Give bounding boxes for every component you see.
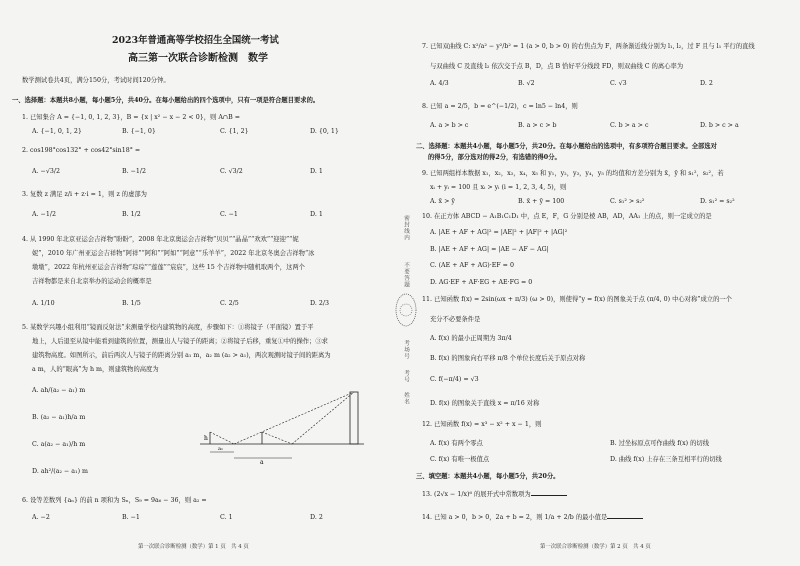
q10-option-a: A. |AE + AF + AG|² = |AE|² + |AF|² + |AG|² [430,229,568,236]
binding-text-2: 不要答题 [403,262,409,289]
q6-option-c: C. 1 [220,514,233,521]
q12-option-b: B. 过坐标原点可作曲线 f(x) 的切线 [610,440,709,447]
q7-option-a: A. 4/3 [430,80,449,87]
question-14 [422,512,643,522]
label-a: a [260,459,264,466]
question-5-line-4: a m，人的“眼高”为 h m，则建筑物的高度为 [32,366,159,373]
q7-option-d: D. 2 [700,80,713,87]
question-9-line-2: xᵢ + yᵢ = 100 且 xᵢ > yᵢ (i = 1, 2, 3, 4, 5)，则 [430,184,567,191]
question-5-line-1: 5. 某数学兴趣小组利用“镜面反射法”来测量学校内建筑物的高度，步骤如下：①将镜子（平面镜）置于平 [22,324,314,331]
q2-option-a: A. −√3/2 [32,168,60,175]
question-14-text: 14. 已知 a > 0，b > 0，2a + b = 2，则 1/a + 2/b 的最小值是 [422,514,608,521]
question-10: 10. 在正方体 ABCD − A₁B₁C₁D₁ 中，点 E，F，G 分别是棱 AB，AD，AA₁ 上的点，则一定成立的是 [422,213,712,220]
q2-option-b: B. −1/2 [122,168,147,175]
q3-option-d: D. 1 [310,211,323,218]
q10-option-c: C. (AE + AF + AG)·EF = 0 [430,262,514,269]
q10-option-d: D. AG·EF + AF·EG + AE·FG = 0 [430,279,533,286]
section-2-heading-2: 的得5分，部分选对的得2分，有选错的得0分。 [428,154,561,161]
section-1-heading: 一、选择题：本题共8小题，每小题5分，共40分。在每小题给出的四个选项中，只有一项是符合题目要求的。 [12,97,320,104]
page-footer-2: 第一次联合诊断检测（数学）第 2 页 共 4 页 [540,544,651,550]
question-9-line-1: 9. 已知两组样本数据 x₁，x₂，x₃，x₄，x₅ 和 y₁，y₂，y₃，y₄，y₅ 的均值和方差分别为 x̄，ȳ 和 s₁²，s₂²，若 [422,170,724,177]
exam-title: 2023年普通高等学校招生全国统一考试 [112,35,279,46]
question-2: 2. cos198°cos132° + cos42°sin18° = [22,147,141,154]
q1-option-c: C. {1, 2} [220,128,249,135]
page-right [414,0,800,566]
q4-option-a: A. 1/10 [32,300,55,307]
q13-answer-blank[interactable] [531,489,567,496]
question-5-line-3: 建筑物高度。如图所示，前后两次人与镜子的距离分别 a₁ m，a₂ m (a₂ > a₁)，两次观测时镜子间的距离为 [32,352,331,359]
q11-option-c: C. f(−π/4) = √3 [430,376,479,383]
question-4-line-2: 妮”，2010 年广州亚运会吉祥物“阿祥”“阿和”“阿如”“阿意”“乐羊羊”，2022 年北京冬奥会吉祥物“冰 [32,250,315,257]
q12-option-a: A. f(x) 有两个零点 [430,440,483,447]
question-7-line-1: 7. 已知双曲线 C: x²/a² − y²/b² = 1 (a > 0, b > 0) 的右焦点为 F，两条渐近线分别为 l₁, l₂，过 F 且与 l₁ 平行的直线 [422,43,755,50]
q14-answer-blank[interactable] [607,512,643,519]
binding-text-3: 考场号 [403,340,409,360]
q11-option-a: A. f(x) 的最小正周期为 3π/4 [430,335,512,342]
q6-option-a: A. −2 [32,514,50,521]
question-6: 6. 设等差数列 {aₙ} 的前 n 项和为 Sₙ，S₉ = 9a₆ − 36，则 a₂ = [22,497,207,504]
q5-option-d: D. ah²/(a₂ − a₁) m [32,468,89,475]
question-12: 12. 已知函数 f(x) = x³ − x² + x − 1，则 [422,421,542,428]
q2-option-c: C. √3/2 [220,168,243,175]
question-13 [422,489,567,499]
q3-option-c: C. −1 [220,211,238,218]
binding-text-4: 考号 [403,370,409,384]
q12-option-c: C. f(x) 有唯一极值点 [430,456,490,463]
exam-intro: 数学测试卷共4页，满分150分，考试时间120分钟。 [22,77,170,84]
label-a1: a₁ [218,446,223,452]
section-3-heading: 三、填空题：本题共4小题，每小题5分，共20分。 [416,473,560,480]
building [350,392,358,444]
q7-option-b: B. √2 [518,80,535,87]
q3-option-a: A. −1/2 [32,211,56,218]
sight-line-2 [262,432,292,444]
q7-option-c: C. √3 [610,80,627,87]
q5-option-a: A. ah/(a₂ − a₁) m [32,387,86,394]
section-2-heading-1: 二、选择题：本题共4小题，每小题5分，共20分。在每小题给出的选项中，有多项符合题目要求。全部选对 [416,143,717,150]
q9-option-a: A. x̄ > ȳ [430,198,455,205]
q6-option-d: D. 2 [310,514,323,521]
q4-option-c: C. 2/5 [220,300,239,307]
reflect-line-1 [234,392,354,444]
question-1: 1. 已知集合 A = {−1, 0, 1, 2, 3}，B = {x | x² − x − 2 < 0}，则 A∩B = [22,114,241,121]
q9-option-b: B. x̄ + ȳ = 100 [518,198,565,205]
exam-subtitle: 高三第一次联合诊断检测 数学 [128,53,268,64]
question-8: 8. 已知 a = 2/5，b = e^(−1/2)，c = ln5 − ln4，则 [422,103,578,110]
question-11-line-1: 11. 已知函数 f(x) = 2sin(ωx + π/3) (ω > 0)，则使得“y = f(x) 的图象关于点 (π/4, 0) 中心对称”成立的一个 [422,296,732,303]
question-11-line-2: 充分不必要条件是 [430,316,481,323]
question-4-line-4: 吉祥物都是来自北京举办的运动会的概率是 [32,278,152,285]
q5-option-b: B. (a₂ − a₁)h/a m [32,414,86,421]
question-4-line-3: 墩墩”，2022 年杭州亚运会吉祥物“琮琮”“莲莲”“宸宸”，这些 15 个吉祥物中随机取两个，这两个 [32,264,305,271]
q5-option-c: C. a(a₂ − a₁)/h m [32,441,86,448]
binding-text-5: 姓名 [403,392,409,406]
q9-option-c: C. s₁² > s₂² [610,198,645,205]
q10-option-b: B. |AE + AF + AG| = |AE − AF − AG| [430,246,549,253]
q4-option-b: B. 1/5 [122,300,141,307]
question-13-text: 13. (2√x − 1/x)⁶ 的展开式中常数项为 [422,491,531,498]
question-4-line-1: 4. 从 1990 年北京亚运会吉祥物“盼盼”，2008 年北京奥运会吉祥物“贝贝”“晶晶”“欢欢”“迎迎”“妮 [22,236,299,243]
q4-option-d: D. 2/3 [310,300,329,307]
q11-option-d: D. f(x) 的图象关于直线 x = π/16 对称 [430,400,540,407]
q2-option-d: D. 1 [310,168,323,175]
q8-option-b: B. a > c > b [518,122,557,129]
q8-option-d: D. b > c > a [700,122,739,129]
q9-option-d: D. s₁² = s₂² [700,198,735,205]
q12-option-d: D. 曲线 f(x) 上存在三条互相平行的切线 [610,456,722,463]
q8-option-c: C. b > a > c [610,122,649,129]
page-left [0,0,398,566]
binding-text-1: 密封线内 [403,215,409,242]
q1-option-b: B. {−1, 0} [122,128,156,135]
q8-option-a: A. a > b > c [430,122,469,129]
label-h: h [204,435,208,442]
q1-option-a: A. {−1, 0, 1, 2} [32,128,82,135]
question-7-line-2: 与双曲线 C 及直线 l₂ 依次交于点 B，D，点 B 恰好平分线段 FD，则双曲线 C 的离心率为 [430,63,684,70]
q11-option-b: B. f(x) 的图象向右平移 π/8 个单位长度后关于原点对称 [430,355,586,362]
mirror-method-figure [196,386,370,466]
q3-option-b: B. 1/2 [122,211,141,218]
binding-strip [398,0,414,566]
page-footer-1: 第一次联合诊断检测（数学）第 1 页 共 4 页 [138,544,249,550]
q1-option-d: D. {0, 1} [310,128,339,135]
q6-option-b: B. −1 [122,514,140,521]
question-5-line-2: 地上，人后退至从镜中能看到建筑的位置，测量出人与镜子的距离；②将镜子后移，重复①中的操作；③求 [32,338,328,345]
question-3: 3. 复数 z 满足 z/i + z·i = 1，则 z 的虚部为 [22,191,147,198]
reflect-line-2 [292,392,354,444]
sight-line-1 [210,432,234,444]
